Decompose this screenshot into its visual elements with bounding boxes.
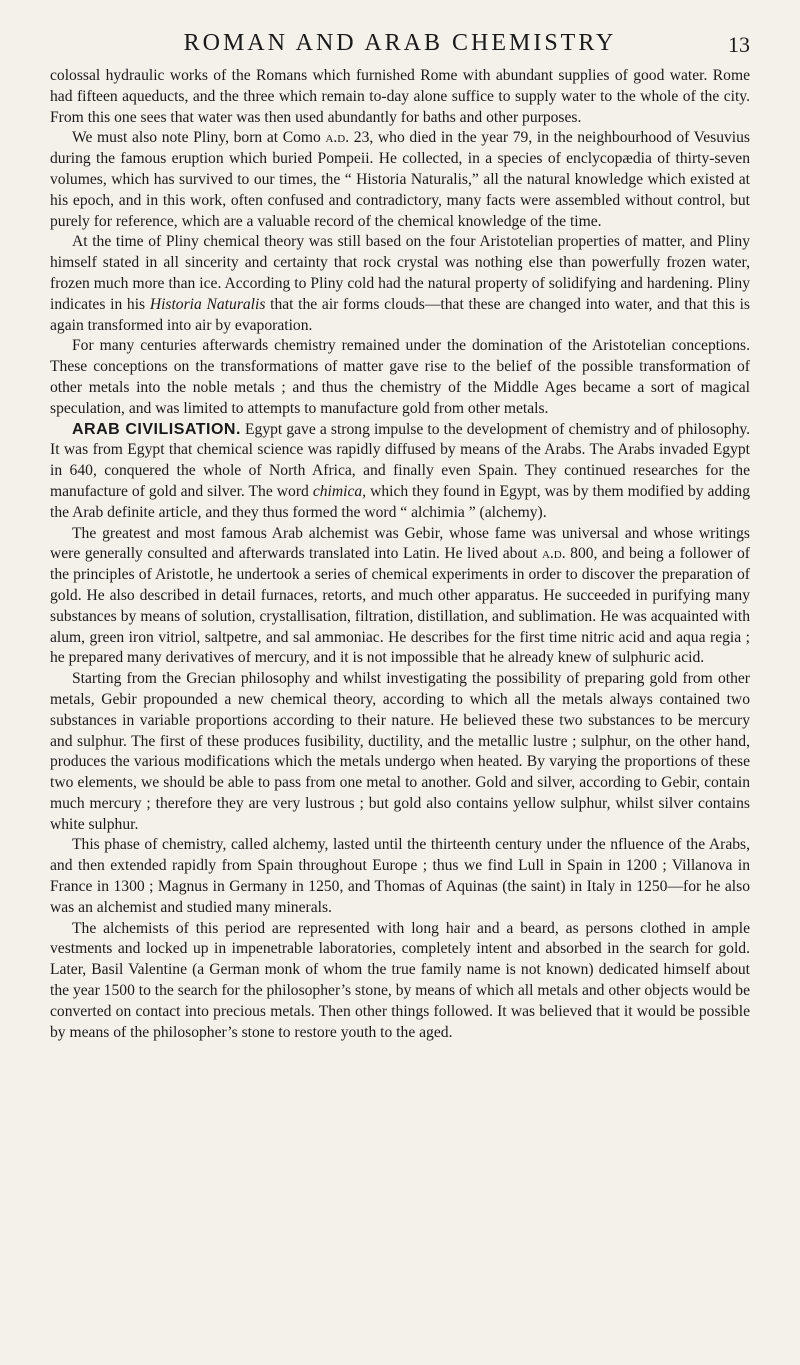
book-page — [50, 22, 750, 1043]
paragraph-5: ARAB CIVILISATION. Egypt gave a strong impulse to the development of chemistry and of philosophy. It was from Egypt that chemical science was rapidly diffused by means of the Arabs. The Arabs invaded Egypt in 640, conquered the whole of North Africa, and finally even Spain. They continued researches for the manufacture of gold and silver. The word chimica, which they found in Egypt, was by them modified by adding the Arab definite article, and they thus formed the word “ alchimia ” (alchemy). — [50, 420, 750, 521]
italic-word: chimica, — [312, 482, 367, 500]
section-heading: ARAB CIVILISATION. — [72, 420, 241, 438]
italic-title: Historia Naturalis — [149, 295, 266, 313]
paragraph-3: At the time of Pliny chemical theory was still based on the four Aristotelian properties of matter, and Pliny himself stated in all sincerity and certainty that rock crystal was nothing else than powerfully frozen water, frozen much more than ice. According to Pliny cold had the natural property of solidifying and hardening. Pliny indicates in his Historia Naturalis that the air forms clouds—that these are changed into water, and that this is again transformed into air by evaporation. — [50, 233, 750, 334]
paragraph-2: We must also note Pliny, born at Como a.d. 23, who died in the year 79, in the neighbourhood of Vesuvius during the famous eruption which buried Pompeii. He collected, in a species of enclycopædia of thirty-seven volumes, which has survived to our times, the “ Historia Naturalis,” all the natural knowledge which existed at his epoch, and in this work, often confused and contradictory, many facts were assembled without control, but purely for reference, which are a valuable record of the chemical knowledge of the time. — [50, 129, 750, 230]
running-title: ROMAN AND ARAB CHEMISTRY — [183, 30, 617, 56]
paragraph-1: colossal hydraulic works of the Romans which furnished Rome with abundant supplies of good water. Rome had fifteen aqueducts, and the three which remain to-day alone suffice to supply water to the whole of the city. From this one sees that water was then used abundantly for baths and other purposes. — [50, 67, 750, 126]
paragraph-8: This phase of chemistry, called alchemy, lasted until the thirteenth century under the nfluence of the Arabs, and then extended rapidly from Spain throughout Europe ; thus we find Lull in Spain in 1200 ; Villanova in France in 1300 ; Magnus in Germany in 1250, and Thomas of Aquinas (the saint) in Italy in 1250—for he also was an alchemist and studied many minerals. — [50, 836, 750, 916]
paragraph-6: The greatest and most famous Arab alchemist was Gebir, whose fame was universal and whose writings were generally consulted and afterwards translated into Latin. He lived about a.d. 800, and being a follower of the principles of Aristotle, he undertook a series of chemical experiments in order to discover the preparation of gold. He also described in detail furnaces, retorts, and much other apparatus. He succeeded in purifying many substances by means of solution, crystallisation, filtration, distillation, and sublimation. He was acquainted with alum, green iron vitriol, saltpetre, and sal ammoniac. He describes for the first time nitric acid and aqua regia ; he prepared many derivatives of mercury, and it is not impossible that he already knew of sulphuric acid. — [50, 524, 751, 667]
body-text — [50, 66, 750, 1043]
paragraph-4: For many centuries afterwards chemistry remained under the domination of the Aristotelian conceptions. These conceptions on the transformations of matter gave rise to the belief of the possible transformation of other metals into the noble metals ; and thus the chemistry of the Middle Ages became a sort of magical speculation, and was limited to attempts to manufacture gold from other metals. — [50, 337, 750, 417]
running-header — [50, 22, 750, 58]
era-abbreviation: a.d. — [325, 129, 350, 147]
era-abbreviation: a.d. — [541, 545, 566, 563]
page-number: 13 — [728, 32, 750, 57]
paragraph-9: The alchemists of this period are represented with long hair and a beard, as persons clothed in ample vestments and locked up in impenetrable laboratories, completely intent and absorbed in the search for gold. Later, Basil Valentine (a German monk of whom the true family name is not known) dedicated himself about the year 1500 to the search for the philosopher’s stone, by means of which all metals and other objects would be converted on contact into precious metals. Then other things followed. It was believed that it would be possible by means of the philosopher’s stone to restore youth to the aged. — [50, 919, 750, 1041]
paragraph-7: Starting from the Grecian philosophy and whilst investigating the possibility of preparing gold from other metals, Gebir propounded a new chemical theory, according to which all the metals always contained two substances in variable proportions according to their nature. He believed these two substances to be mercury and sulphur. The first of these produces fusibility, ductility, and the metallic lustre ; sulphur, on the other hand, produces the various modifications which the metals undergo when heated. By varying the proportions of these two elements, we should be able to pass from one metal to another. Gold and silver, according to Gebir, contain much mercury ; therefore they are very lustrous ; but gold also contains yellow sulphur, whilst silver contains white sulphur. — [50, 670, 750, 833]
